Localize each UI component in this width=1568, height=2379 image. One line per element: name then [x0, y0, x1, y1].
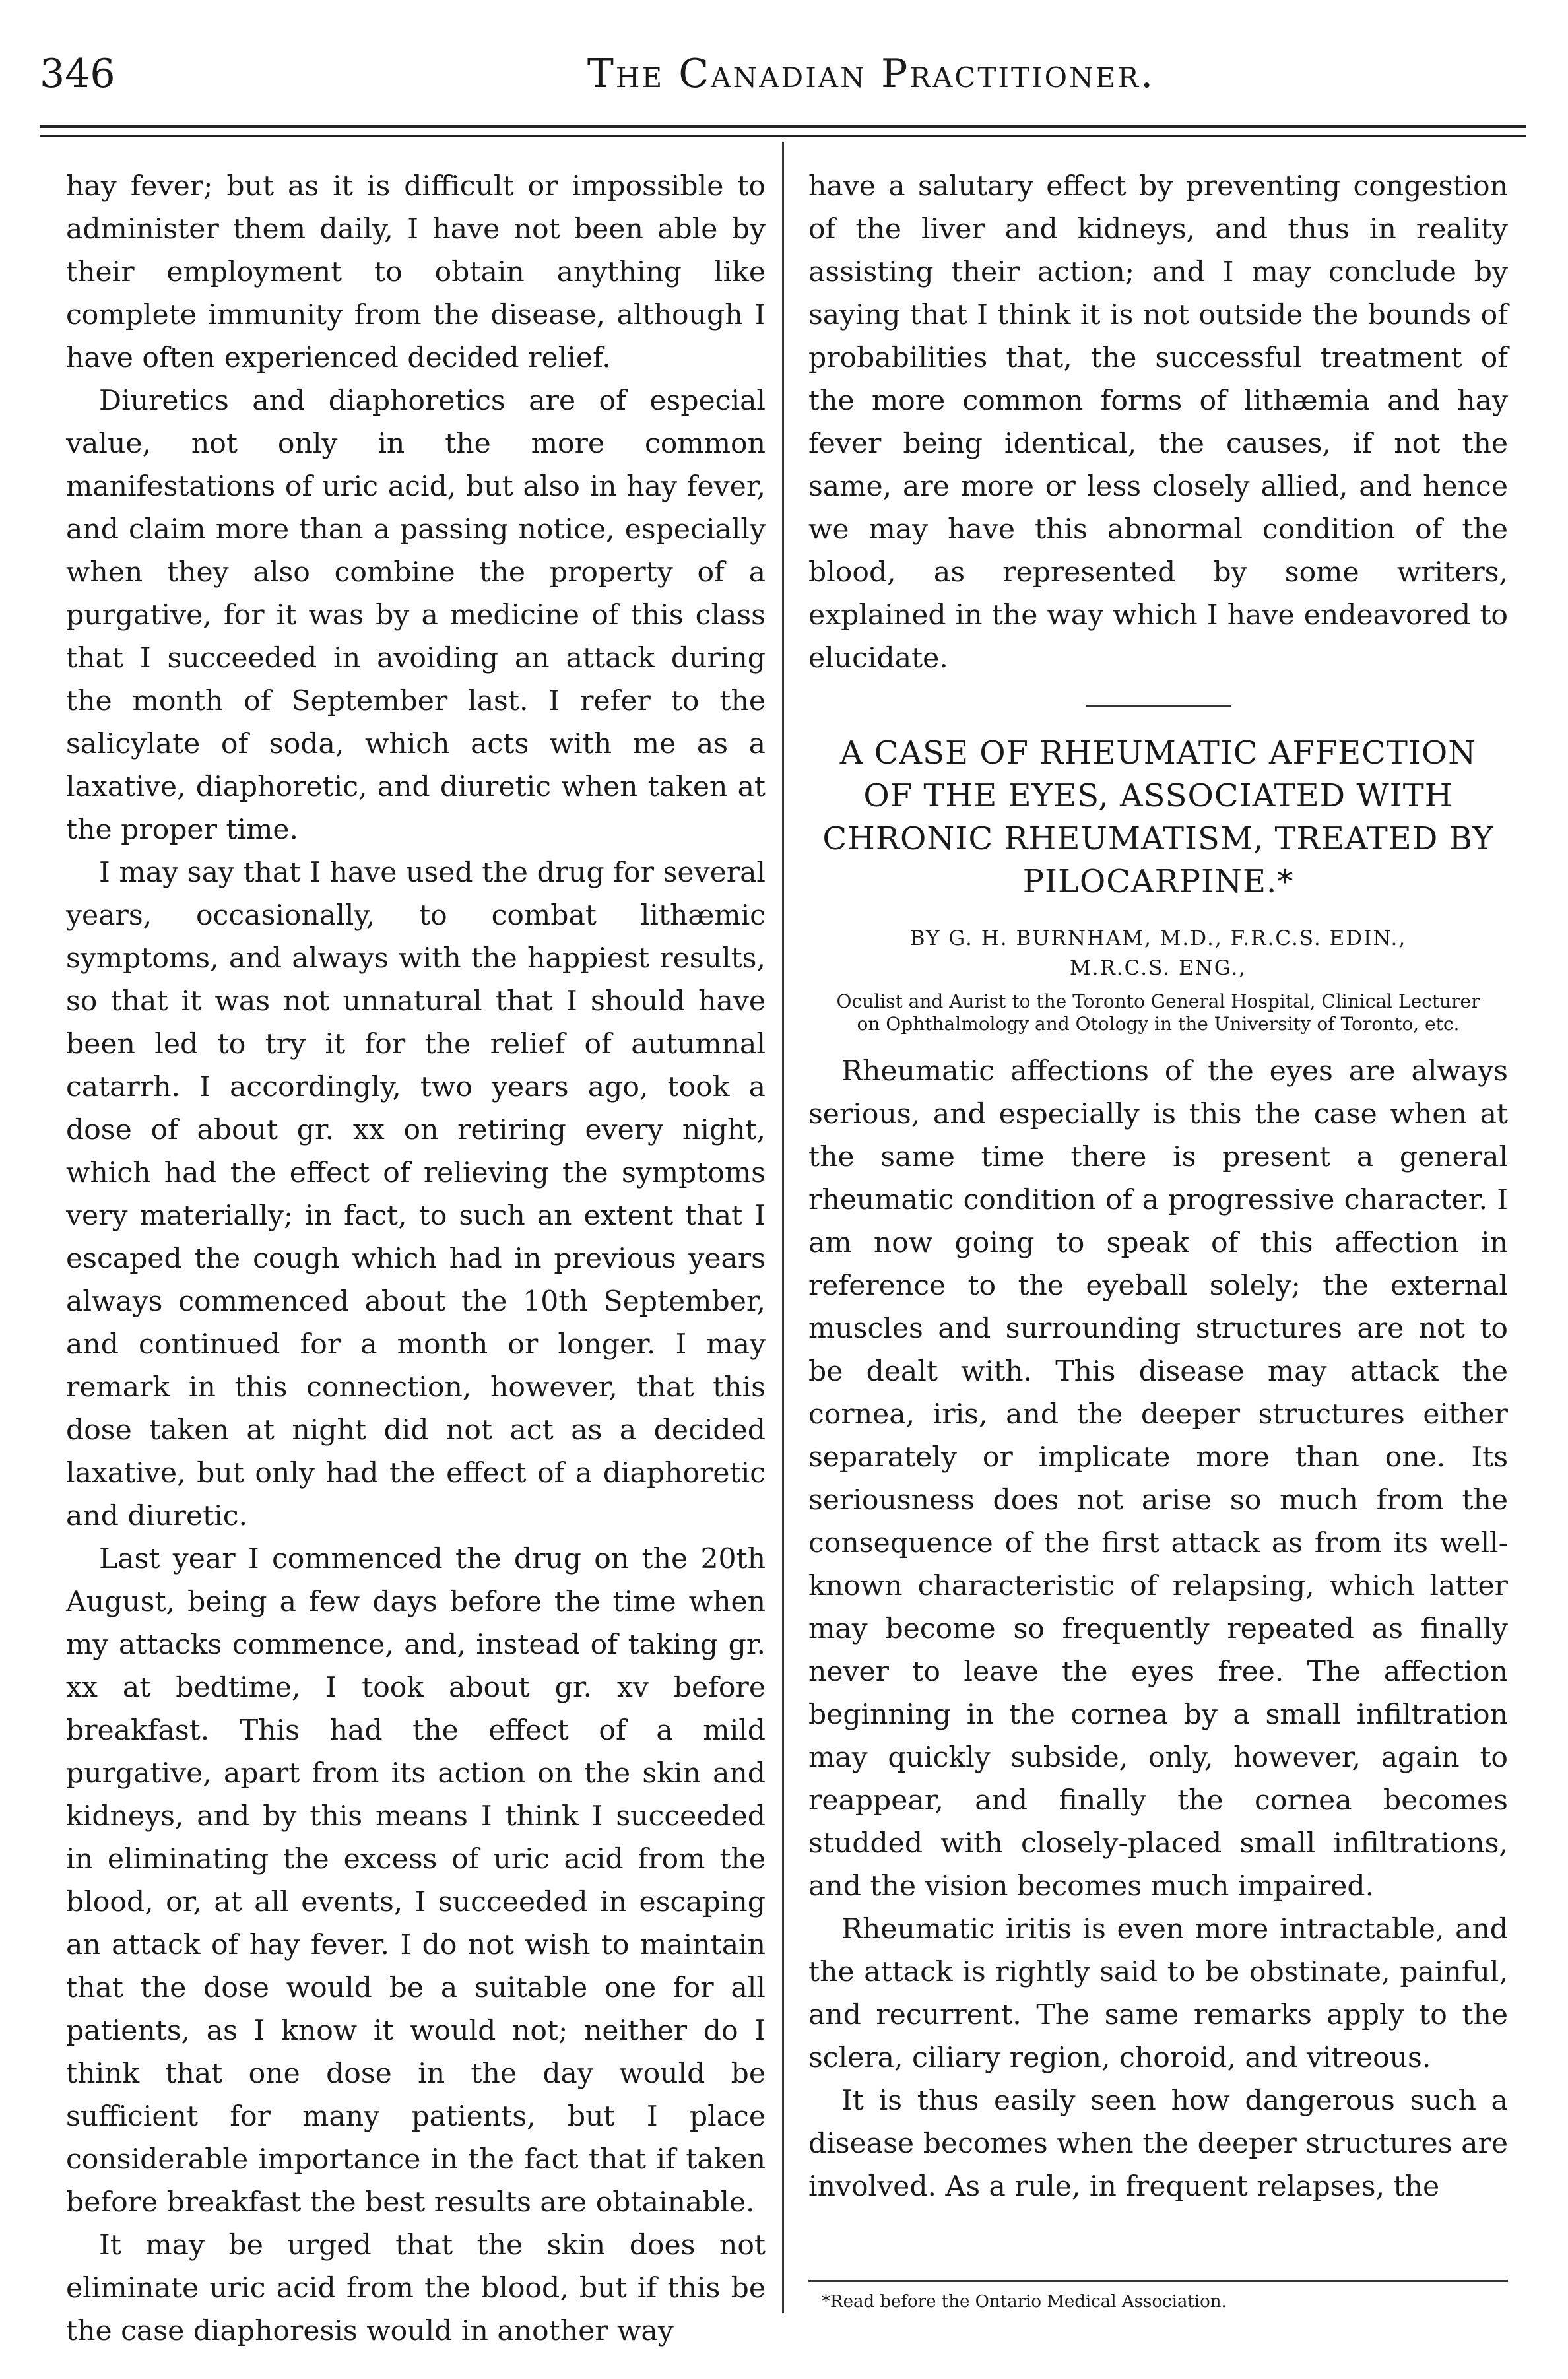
article-title: A CASE OF RHEUMATIC AFFECTION OF THE EYES, ASSOCIATED WITH CHRONIC RHEUMATISM, TREATED BY PILOCARPINE.*	[822, 734, 1494, 900]
column-divider	[782, 142, 784, 2313]
left-column	[66, 165, 766, 2353]
left-paragraph-4: Last year I commenced the drug on the 20th August, being a few days before the time when my attacks commence, and, instead of taking gr. xx at bedtime, I took about gr. xv before breakfast. This had the effect of a mild purgative, apart from its action on the skin and kidneys, and by this means I think I succeeded in eliminating the excess of uric acid from the blood, or, at all events, I succeeded in escaping an attack of hay fever. I do not wish to maintain that the dose would be a suitable one for all patients, as I know it would not; neither do I think that one dose in the day would be sufficient for many patients, but I place considerable importance in the fact that if taken before breakfast the best results are obtainable.	[66, 1543, 766, 2219]
author-degree: M.R.C.S. ENG.,	[1069, 956, 1247, 980]
left-paragraph-5: It may be urged that the skin does not eliminate uric acid from the blood, but if this be the case diaphoresis would in another way	[66, 2229, 766, 2347]
running-head: The Canadian Practitioner.	[587, 51, 1156, 97]
header-rule	[40, 125, 1526, 128]
author-affiliation: Oculist and Aurist to the Toronto General Hospital, Clinical Lecturer on Ophthalmology and Otology in the University of Toronto, etc.	[836, 991, 1480, 1035]
footnote-rule	[808, 2280, 1508, 2282]
header-rule-inner	[40, 135, 1526, 137]
left-paragraph-3: I may say that I have used the drug for several years, occasionally, to combat lithæmic symptoms, and always with the happiest results, so that it was not unnatural that I should have been led to try it for the relief of autumnal catarrh. I accordingly, two years ago, took a dose of about gr. xx on retiring every night, which had the effect of relieving the symptoms very materially; in fact, to such an extent that I escaped the cough which had in previous years always commenced about the 10th September, and continued for a month or longer. I may remark in this connection, however, that this dose taken at night did not act as a decided laxative, but only had the effect of a diaphoretic and diuretic.	[66, 857, 766, 1532]
right-column	[808, 165, 1508, 2208]
left-paragraph-1: hay fever; but as it is difficult or impossible to administer them daily, I have not been able by their employment to obtain anything like complete immunity from the disease, although I have often experienced decided relief.	[66, 170, 766, 374]
page-header	[40, 34, 1526, 114]
author-byline: BY G. H. BURNHAM, M.D., F.R.C.S. EDIN.,	[909, 927, 1407, 950]
right-paragraph-2: Rheumatic iritis is even more intractable, and the attack is rightly said to be obstinate, painful, and recurrent. The same remarks apply to the sclera, ciliary region, choroid, and vitreous.	[808, 1913, 1508, 2074]
footnote: *Read before the Ontario Medical Association.	[822, 2292, 1227, 2312]
section-divider	[1086, 705, 1231, 707]
left-paragraph-2: Diuretics and diaphoretics are of especial value, not only in the more common manifestations of uric acid, but also in hay fever, and claim more than a passing notice, especially when they also combine the property of a purgative, for it was by a medicine of this class that I succeeded in avoiding an attack during the month of September last. I refer to the salicylate of soda, which acts with me as a laxative, diaphoretic, and diuretic when taken at the proper time.	[66, 385, 766, 846]
page-number: 346	[40, 51, 115, 97]
right-paragraph-3: It is thus easily seen how dangerous such a disease becomes when the deeper structures are involved. As a rule, in frequent relapses, the	[808, 2085, 1508, 2203]
right-paragraph-1: Rheumatic affections of the eyes are always serious, and especially is this the case when at the same time there is present a general rheumatic condition of a progressive character. I am now going to speak of this affection in reference to the eyeball solely; the external muscles and surrounding structures are not to be dealt with. This disease may attack the cornea, iris, and the deeper structures either separately or implicate more than one. Its seriousness does not arise so much from the consequence of the first attack as from its well-known characteristic of relapsing, which latter may become so frequently repeated as finally never to leave the eyes free. The affection beginning in the cornea by a small infiltration may quickly subside, only, however, again to reappear, and finally the cornea becomes studded with closely-placed small infiltrations, and the vision becomes much impaired.	[808, 1055, 1508, 1903]
right-continuation-paragraph: have a salutary effect by preventing congestion of the liver and kidneys, and thus in reality assisting their action; and I may conclude by saying that I think it is not outside the bounds of probabilities that, the successful treatment of the more common forms of lithæmia and hay fever being identical, the causes, if not the same, are more or less closely allied, and hence we may have this abnormal condition of the blood, as represented by some writers, explained in the way which I have endeavored to elucidate.	[808, 170, 1508, 674]
